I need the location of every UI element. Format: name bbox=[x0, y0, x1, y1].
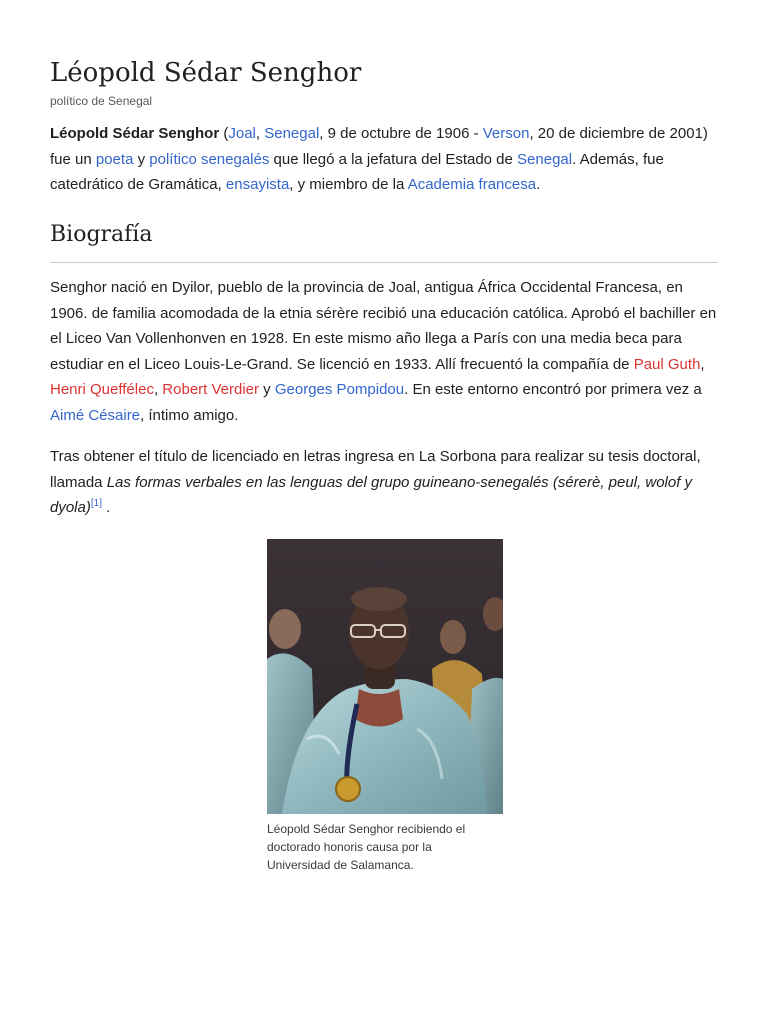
intro-paragraph: Léopold Sédar Senghor (Joal, Senegal, 9 de octubre de 1906 - Verson, 20 de diciembre de 2001) fue un poeta y político senegalés que llegó a la jefatura del Estado de Senegal. Además, fue catedrático de Gramática, ensayista, y miembro de la Academia francesa. bbox=[50, 125, 708, 193]
biography-paragraph-1: Senghor nació en Dyilor, pueblo de la provincia de Joal, antigua África Occidental Francesa, en 1906. de familia acomodada de la etnia sérère recibió una educación católica. Aprobó el bachiller en el Liceo Van Vollenhonven en 1928. En este mismo año llega a París con una media beca para estudiar en el Liceo Louis-Le-Grand. Se licenció en 1933. Allí frecuentó la compañía de Paul Guth, Henri Queffélec, Robert Verdier y Georges Pompidou. En este entorno encontró por primera vez a Aimé Césaire, íntimo amigo. bbox=[50, 279, 717, 424]
link-politico-senegales[interactable]: político senegalés bbox=[149, 150, 270, 168]
link-senegal[interactable]: Senegal bbox=[264, 125, 320, 142]
link-henri-queffelec[interactable]: Henri Queffélec bbox=[50, 381, 154, 398]
subject-name: Léopold Sédar Senghor bbox=[50, 125, 220, 142]
link-aime-cesaire[interactable]: Aimé Césaire bbox=[50, 406, 141, 424]
link-robert-verdier[interactable]: Robert Verdier bbox=[162, 381, 260, 398]
biography-paragraph-2: Tras obtener el título de licenciado en letras ingresa en La Sorbona para realizar su tesis doctoral, llamada Las formas verbales en las lenguas del grupo guineano-senegalés (sérerè, peul, wolof y dyola)[1] . bbox=[50, 448, 701, 516]
thesis-title: Las formas verbales en las lenguas del grupo guineano-senegalés (sérerè, peul, wolof y dyola) bbox=[50, 473, 693, 516]
link-ensayista[interactable]: ensayista bbox=[225, 176, 290, 193]
figure bbox=[267, 539, 503, 874]
link-paul-guth[interactable]: Paul Guth bbox=[633, 355, 701, 373]
page-subtitle: político de Senegal bbox=[50, 94, 153, 108]
link-georges-pompidou[interactable]: Georges Pompidou bbox=[274, 381, 405, 398]
senghor-photo[interactable] bbox=[267, 539, 503, 814]
page-title: Léopold Sédar Senghor bbox=[50, 58, 362, 88]
link-verson[interactable]: Verson bbox=[482, 125, 530, 142]
link-joal[interactable]: Joal bbox=[228, 125, 256, 142]
reference-1-link[interactable]: [1] bbox=[90, 498, 102, 509]
section-divider bbox=[50, 262, 718, 263]
link-senegal-2[interactable]: Senegal bbox=[517, 150, 573, 168]
link-poeta[interactable]: poeta bbox=[95, 150, 134, 168]
section-heading-biografia: Biografía bbox=[50, 222, 153, 247]
link-academia-francesa[interactable]: Academia francesa bbox=[407, 176, 537, 193]
figure-caption: Léopold Sédar Senghor recibiendo el doctorado honoris causa por la Universidad de Salamanca. bbox=[267, 822, 466, 872]
